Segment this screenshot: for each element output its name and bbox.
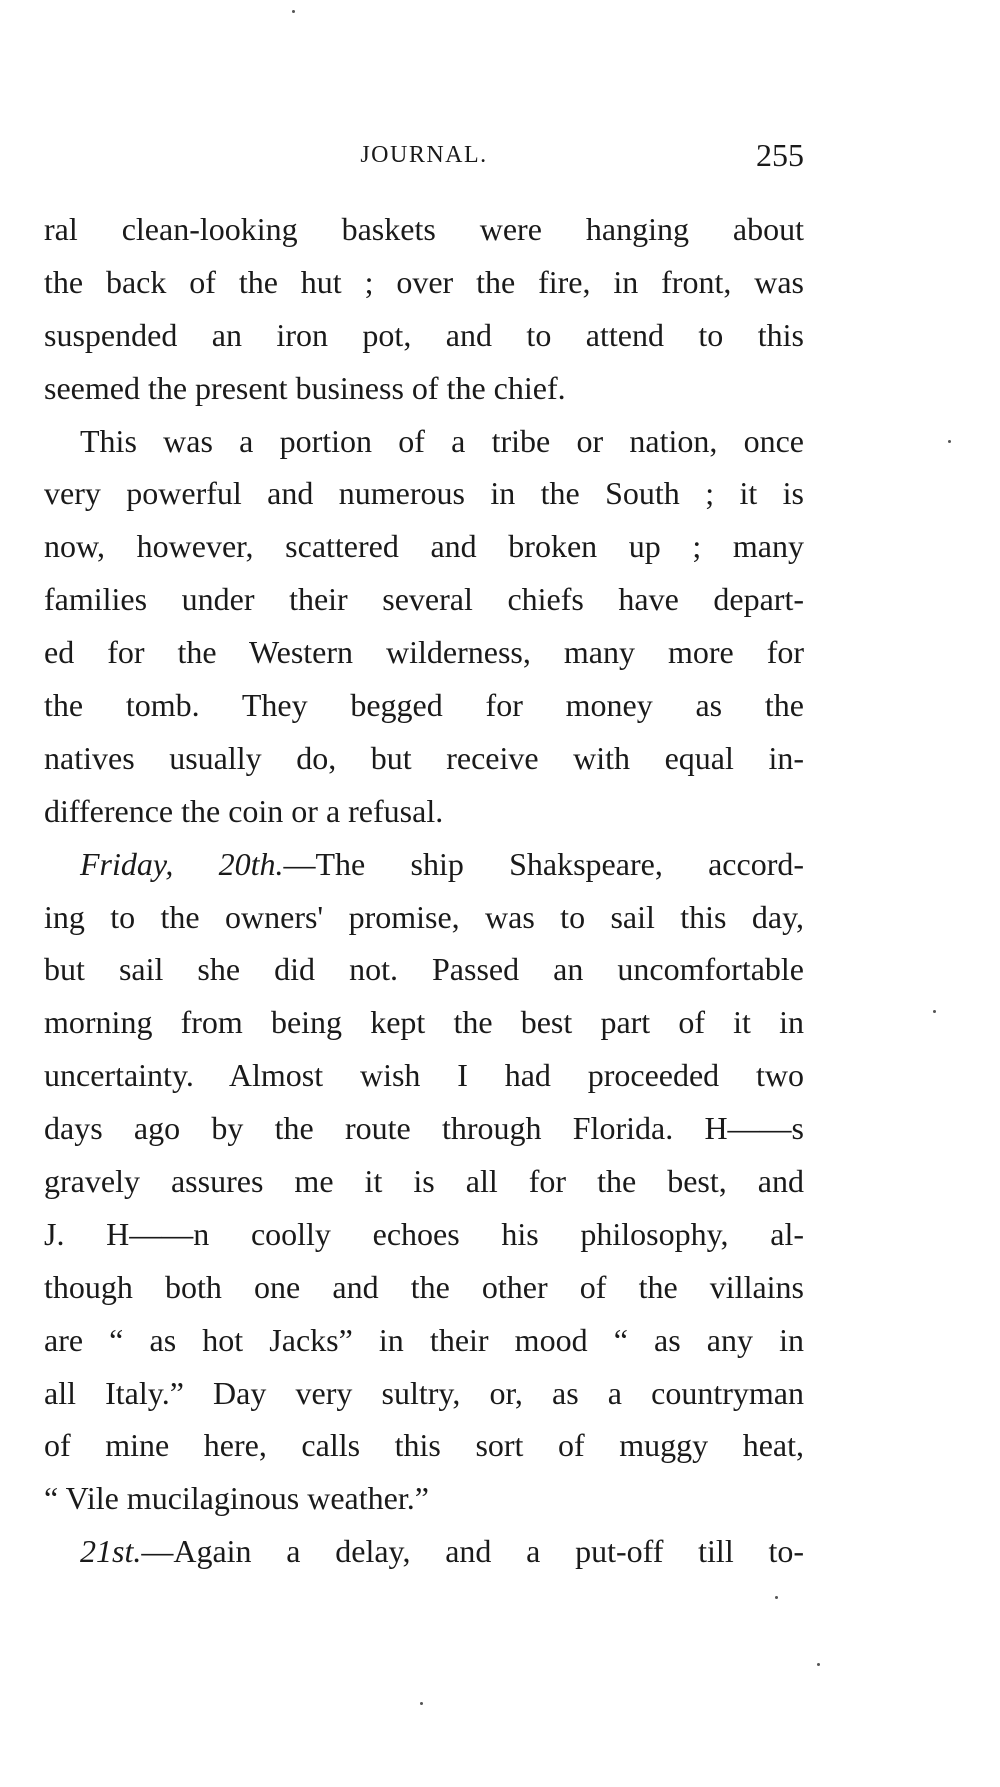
text-line: but sail she did not. Passed an uncomfortable [44, 951, 804, 988]
text-line: the tomb. They begged for money as the [44, 687, 804, 724]
text-line: though both one and the other of the villains [44, 1268, 804, 1305]
text-line: the back of the hut ; over the fire, in front, was [44, 263, 804, 300]
running-title: JOURNAL. [360, 142, 488, 168]
line-rest: —Again a delay, and a put-off till to- [141, 1533, 804, 1570]
page-number: 255 [756, 137, 804, 173]
date-label: Friday, 20th. [80, 845, 284, 882]
text-line: “ Vile mucilaginous weather.” [44, 1480, 429, 1517]
text-line: uncertainty. Almost wish I had proceeded two [44, 1057, 804, 1094]
text-line: now, however, scattered and broken up ; many [44, 528, 804, 565]
text-line: families under their several chiefs have depart- [44, 581, 804, 618]
text-line: This was a portion of a tribe or nation, once [80, 422, 804, 459]
print-speck [817, 1663, 820, 1666]
text-line: very powerful and numerous in the South ; it is [44, 475, 804, 512]
text-line: morning from being kept the best part of it in [44, 1004, 804, 1041]
date-label: 21st. [80, 1533, 142, 1570]
body-text [44, 203, 804, 1578]
text-line: ed for the Western wilderness, many more for [44, 634, 804, 671]
text-line: seemed the present business of the chief. [44, 369, 566, 406]
text-line: days ago by the route through Florida. H——s [44, 1110, 804, 1147]
text-line: suspended an iron pot, and to attend to this [44, 316, 804, 353]
print-speck [292, 10, 295, 13]
text-line [44, 838, 804, 891]
print-speck [775, 1596, 778, 1599]
text-line: natives usually do, but receive with equal in- [44, 739, 804, 776]
print-speck [420, 1702, 423, 1705]
text-line: J. H——n coolly echoes his philosophy, al- [44, 1215, 804, 1252]
text-line: gravely assures me it is all for the best, and [44, 1163, 804, 1200]
running-head [44, 135, 804, 175]
text-line: of mine here, calls this sort of muggy heat, [44, 1427, 804, 1464]
text-line: ral clean-looking baskets were hanging about [44, 211, 804, 247]
text-line [44, 1525, 804, 1578]
text-line: difference the coin or a refusal. [44, 792, 444, 829]
text-line: all Italy.” Day very sultry, or, as a countryman [44, 1374, 804, 1411]
text-line: ing to the owners' promise, was to sail this day, [44, 898, 804, 935]
print-speck [948, 440, 951, 443]
print-speck [933, 1010, 936, 1013]
text-line: are “ as hot Jacks” in their mood “ as any in [44, 1321, 804, 1358]
line-rest: —The ship Shakspeare, accord- [283, 845, 805, 882]
